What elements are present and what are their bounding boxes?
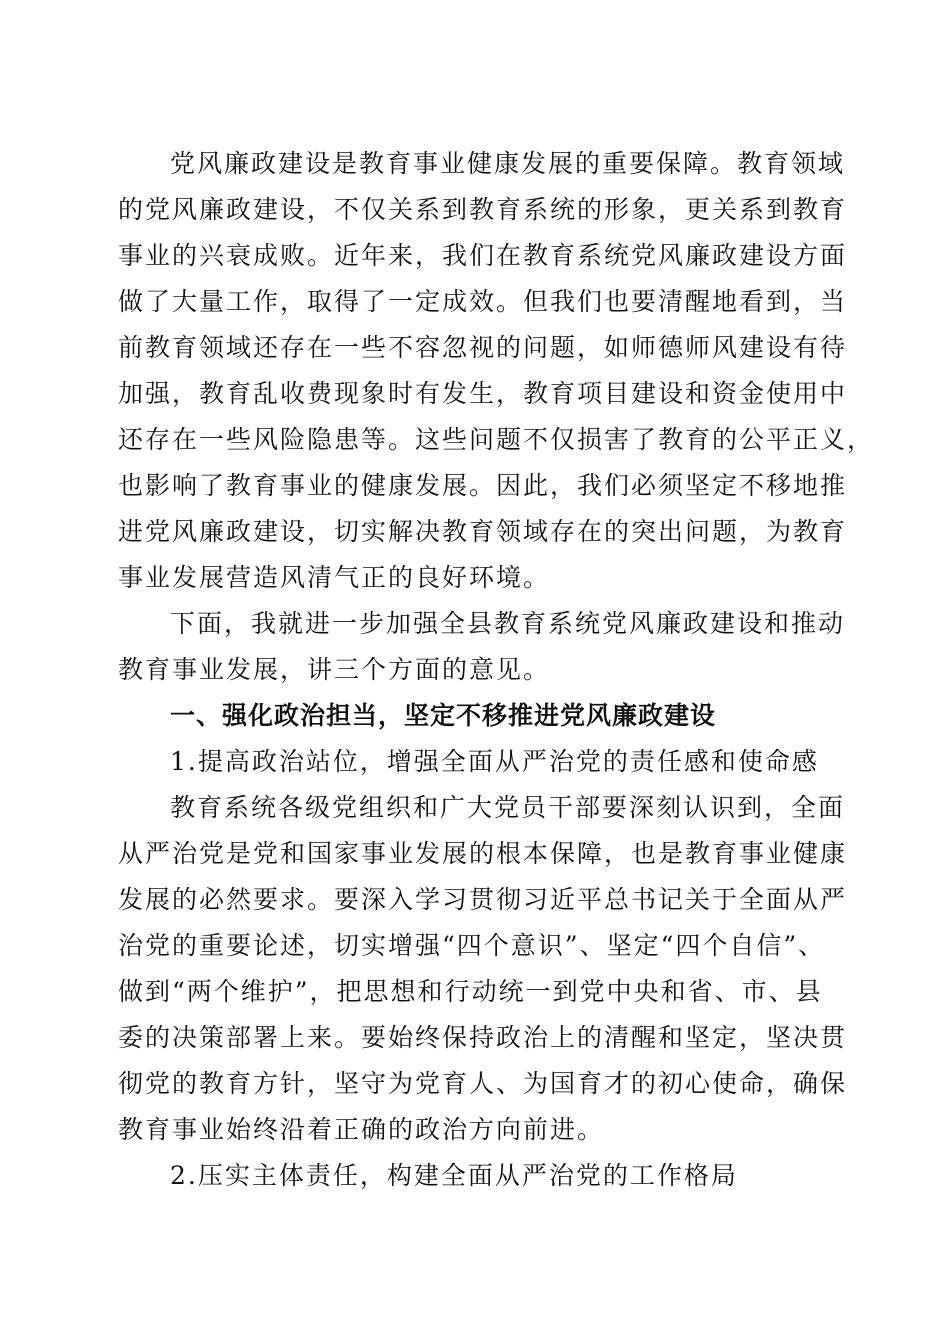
section-heading: 一、强化政治担当，坚定不移推进党风廉政建设 bbox=[170, 701, 717, 730]
text-line: 下面，我就进一步加强全县教育系统党风廉政建设和推动 bbox=[170, 609, 846, 638]
paragraph-intro bbox=[118, 141, 875, 601]
text-line: 教育事业发展，讲三个方面的意见。 bbox=[118, 655, 551, 684]
text-line: 教育事业始终沿着正确的政治方向前进。 bbox=[118, 1115, 605, 1144]
text-line: 进党风廉政建设，切实解决教育领域存在的突出问题，为教育 bbox=[118, 517, 848, 546]
text-line: 事业的兴衰成败。近年来，我们在教育系统党风廉政建设方面 bbox=[118, 241, 848, 270]
text-line: 前教育领域还存在一些不容忽视的问题，如师德师风建设有待 bbox=[118, 333, 848, 362]
subheading-1: 1.提高政治站位，增强全面从严治党的责任感和使命感 bbox=[170, 747, 819, 776]
text-line: 党风廉政建设是教育事业健康发展的重要保障。教育领域 bbox=[170, 149, 846, 178]
text-line: 彻党的教育方针，坚守为党育人、为国育才的初心使命，确保 bbox=[118, 1069, 848, 1098]
text-line: 教育系统各级党组织和广大党员干部要深刻认识到，全面 bbox=[170, 793, 846, 822]
text-line: 事业发展营造风清气正的良好环境。 bbox=[118, 563, 551, 592]
text-line: 发展的必然要求。要深入学习贯彻习近平总书记关于全面从严 bbox=[118, 885, 848, 914]
text-line: 加强，教育乱收费现象时有发生，教育项目建设和资金使用中 bbox=[118, 379, 848, 408]
text-line: 做了大量工作，取得了一定成效。但我们也要清醒地看到，当 bbox=[118, 287, 848, 316]
text-line: 从严治党是党和国家事业发展的根本保障，也是教育事业健康 bbox=[118, 839, 848, 868]
subheading-2: 2.压实主体责任，构建全面从严治党的工作格局 bbox=[170, 1161, 738, 1190]
text-line: 也影响了教育事业的健康发展。因此，我们必须坚定不移地推 bbox=[118, 471, 848, 500]
paragraph-transition bbox=[118, 601, 846, 693]
text-line: 委的决策部署上来。要始终保持政治上的清醒和坚定，坚决贯 bbox=[118, 1023, 848, 1052]
document-body bbox=[118, 141, 875, 1199]
paragraph-body-1 bbox=[118, 785, 848, 1153]
text-line: 还存在一些风险隐患等。这些问题不仅损害了教育的公平正义， bbox=[118, 425, 875, 454]
text-line: 的党风廉政建设，不仅关系到教育系统的形象，更关系到教育 bbox=[118, 195, 848, 224]
text-line: 治党的重要论述，切实增强“四个意识”、坚定“四个自信”、 bbox=[118, 931, 826, 960]
text-line: 做到“两个维护”，把思想和行动统一到党中央和省、市、县 bbox=[118, 977, 823, 1006]
